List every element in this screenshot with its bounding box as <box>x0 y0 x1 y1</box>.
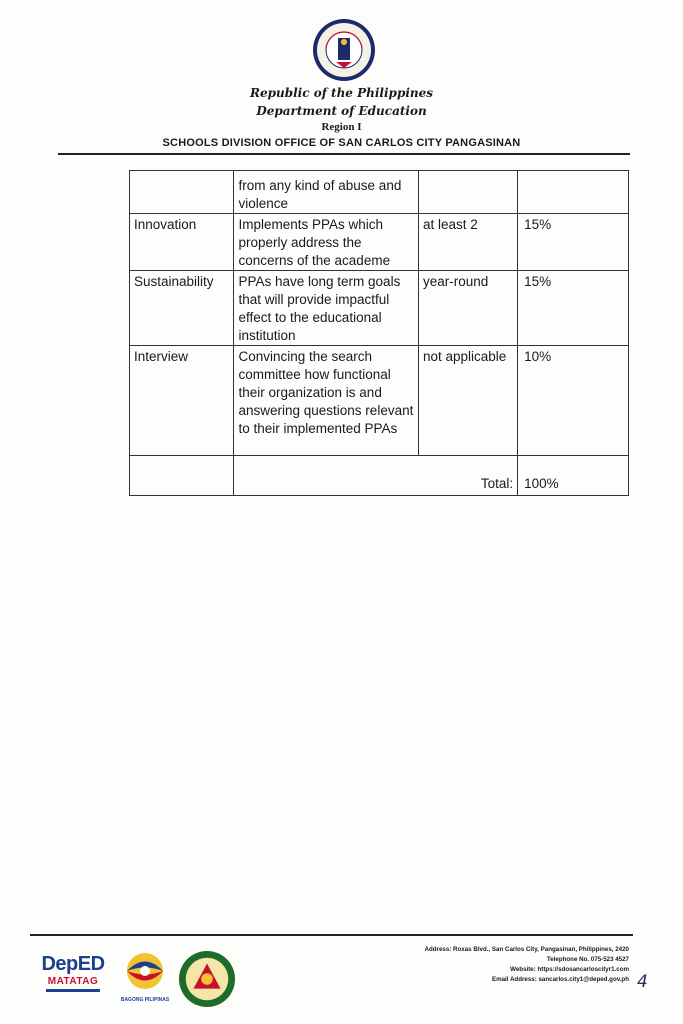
website-line: Website: https://sdosancarloscityr1.com <box>510 966 629 973</box>
criteria-table <box>129 170 629 496</box>
email-line: Email Address: sancarlos.city1@deped.gov.ph <box>491 976 629 983</box>
address-line: Address: Roxas Blvd., San Carlos City, Pangasinan, Philippines, 2420 <box>424 946 629 953</box>
table-row <box>130 171 629 214</box>
criteria-cell: Innovation <box>130 214 234 271</box>
indicator-cell: at least 2 <box>418 214 517 271</box>
table-row <box>130 214 629 271</box>
deped-seal <box>312 18 376 82</box>
total-label: Total: <box>234 456 518 496</box>
description-cell: PPAs have long term goals that will provide impactful effect to the educational institution <box>234 271 418 346</box>
deped-logo-text: DepED <box>41 953 105 975</box>
bagong-pilipinas-logo <box>116 950 174 1006</box>
bagong-pilipinas-emblem-icon <box>121 950 169 992</box>
weight-cell: 15% <box>518 214 629 271</box>
empty-cell <box>130 456 234 496</box>
total-value: 100% <box>518 456 629 496</box>
bagong-pilipinas-text: BAGONG PILIPINAS <box>120 997 170 1003</box>
header-region: Region I <box>321 121 362 133</box>
weight-cell: 10% <box>518 346 629 456</box>
matatag-text: MATATAG <box>47 976 99 987</box>
criteria-cell: Sustainability <box>130 271 234 346</box>
division-seal <box>178 950 236 1008</box>
indicator-cell <box>418 171 517 214</box>
description-cell: Convincing the search committee how functional their organization is and answering questions relevant to their implemented PPAs <box>234 346 418 456</box>
deped-matatag-logo <box>38 952 108 1006</box>
weight-cell: 15% <box>518 271 629 346</box>
header-department: Department of Education <box>256 104 427 118</box>
description-cell: from any kind of abuse and violence <box>234 171 418 214</box>
header-rule <box>58 153 630 155</box>
telephone-line: Telephone No. 075-523 4527 <box>546 956 629 963</box>
header-republic: Republic of the Philippines <box>249 86 434 100</box>
criteria-cell: Interview <box>130 346 234 456</box>
indicator-cell: not applicable <box>418 346 517 456</box>
weight-cell <box>518 171 629 214</box>
footer-rule <box>30 934 633 936</box>
header-division-office: SCHOOLS DIVISION OFFICE OF SAN CARLOS CITY PANGASINAN <box>162 137 521 149</box>
page-number: 4 <box>637 972 648 992</box>
table-row <box>130 271 629 346</box>
table-row <box>130 346 629 456</box>
description-cell: Implements PPAs which properly address the concerns of the academe <box>234 214 418 271</box>
footer-contact <box>425 945 629 985</box>
table-row-total <box>130 456 629 496</box>
criteria-cell <box>130 171 234 214</box>
indicator-cell: year-round <box>418 271 517 346</box>
